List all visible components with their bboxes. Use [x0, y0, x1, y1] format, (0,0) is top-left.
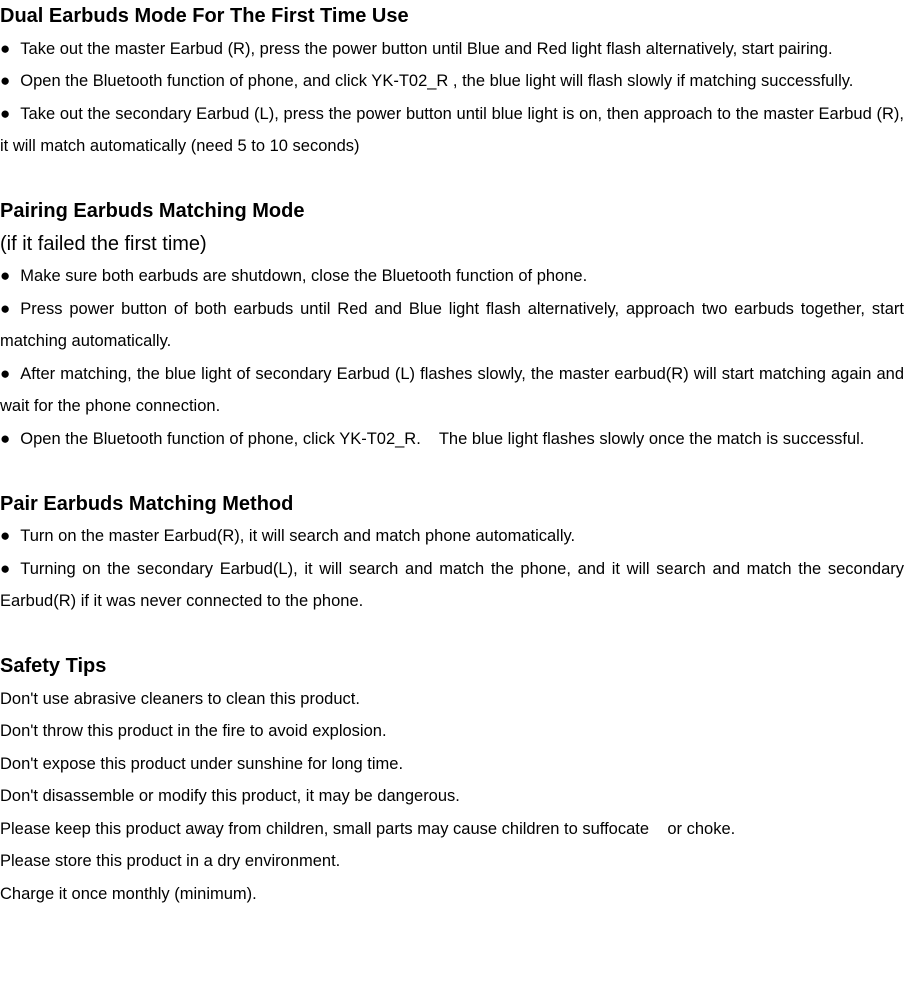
section-title-matching-method: Pair Earbuds Matching Method	[0, 492, 294, 515]
bullet-item	[0, 520, 904, 553]
safety-tip-line: Please keep this product away from children, small parts may cause children to suffocate or choke.	[0, 819, 736, 838]
bullet-item	[0, 260, 904, 293]
bullet-item	[0, 33, 904, 66]
bullet-icon: ●	[0, 71, 11, 90]
bullet-icon: ●	[0, 298, 11, 318]
bullet-item	[0, 65, 904, 98]
safety-tip-line: Please store this product in a dry environment.	[0, 852, 341, 870]
bullet-icon: ●	[0, 526, 11, 545]
bullet-text: After matching, the blue light of secondary Earbud (L) flashes slowly, the master earbud(R) will start matching again and wait for the phone connection.	[0, 364, 904, 415]
safety-tip-line: Don't use abrasive cleaners to clean this product.	[0, 689, 360, 708]
bullet-text: Open the Bluetooth function of phone, and click YK-T02_R , the blue light will flash slowly if matching successfully.	[20, 72, 854, 90]
bullet-item	[0, 98, 904, 163]
bullet-item	[0, 358, 904, 423]
bullet-text: Open the Bluetooth function of phone, click YK-T02_R. The blue light flashes slowly once the match is successful.	[20, 429, 865, 448]
section-subtitle: (if it failed the first time)	[0, 232, 207, 255]
bullet-item	[0, 293, 904, 358]
bullet-text: Press power button of both earbuds until Red and Blue light flash alternatively, approach two earbuds together, start matching automatically.	[0, 299, 904, 350]
bullet-text: Turn on the master Earbud(R), it will search and match phone automatically.	[20, 527, 576, 545]
bullet-item	[0, 423, 904, 456]
safety-tip-line: Don't expose this product under sunshine for long time.	[0, 754, 404, 773]
bullet-text: Turning on the secondary Earbud(L), it will search and match the phone, and it will search and match the secondary Earbud(R) if it was never connected to the phone.	[0, 559, 904, 610]
bullet-icon: ●	[0, 363, 11, 383]
safety-tip-line: Don't disassemble or modify this product, it may be dangerous.	[0, 787, 460, 805]
bullet-text: Take out the master Earbud (R), press the power button until Blue and Red light flash alternatively, start pairing.	[20, 39, 833, 58]
bullet-icon: ●	[0, 266, 11, 285]
bullet-text: Make sure both earbuds are shutdown, close the Bluetooth function of phone.	[20, 267, 588, 285]
section-spacer	[0, 163, 904, 196]
bullet-icon: ●	[0, 103, 11, 123]
bullet-item	[0, 553, 904, 618]
bullet-icon: ●	[0, 428, 11, 448]
section-title-pairing-mode: Pairing Earbuds Matching Mode	[0, 200, 305, 222]
section-spacer	[0, 618, 904, 651]
section-spacer	[0, 455, 904, 488]
safety-tip-line: Charge it once monthly (minimum).	[0, 884, 257, 903]
safety-tip-line: Don't throw this product in the fire to avoid explosion.	[0, 722, 387, 740]
bullet-icon: ●	[0, 558, 11, 578]
section-title-safety-tips: Safety Tips	[0, 655, 107, 677]
bullet-text: Take out the secondary Earbud (L), press the power button until blue light is on, then approach to the master Earbud (R), it will match automatically (need 5 to 10 seconds)	[0, 104, 904, 155]
bullet-icon: ●	[0, 38, 11, 58]
section-title-first-time-use: Dual Earbuds Mode For The First Time Use	[0, 5, 409, 27]
